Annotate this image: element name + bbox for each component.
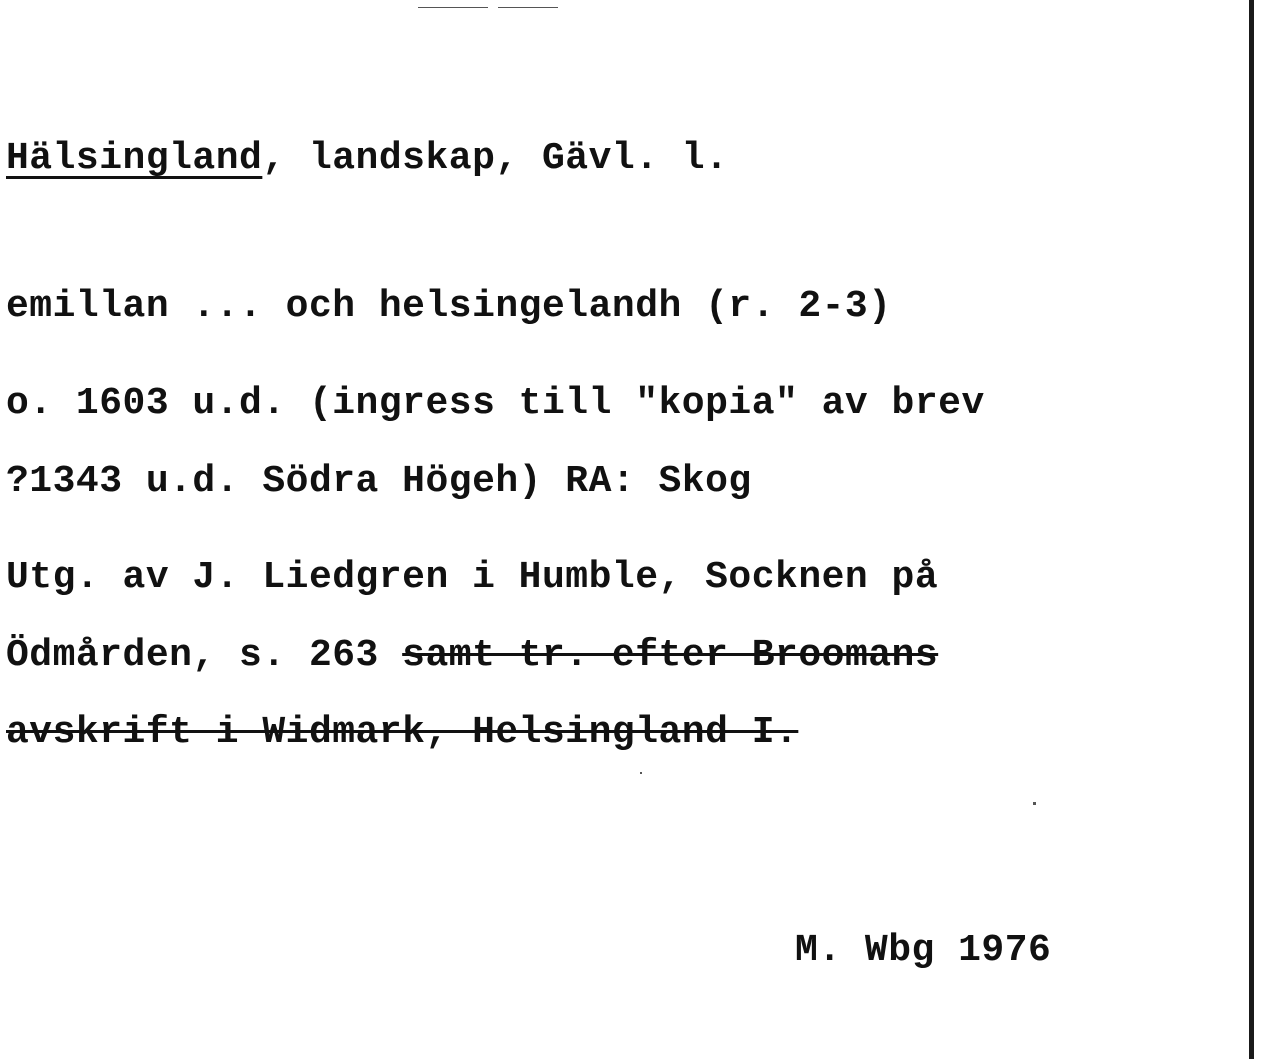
text-line-2: o. 1603 u.d. (ingress till "kopia" av brev [6, 382, 985, 425]
line-5-struck: samt tr. efter Broomans [402, 634, 939, 677]
line-5-plain: Ödmården, s. 263 [6, 634, 403, 677]
scan-speck [498, 7, 558, 8]
text-line-1: emillan ... och helsingelandh (r. 2-3) [6, 285, 892, 328]
line-6-struck: avskrift i Widmark, Helsingland I. [6, 711, 799, 754]
scan-speck [418, 7, 488, 8]
scan-speck [640, 772, 642, 774]
signature: M. Wbg 1976 [795, 929, 1052, 972]
text-line-6 [6, 711, 799, 754]
card-heading [6, 137, 729, 180]
heading-term: Hälsingland [6, 137, 263, 180]
text-line-4: Utg. av J. Liedgren i Humble, Socknen på [6, 556, 939, 599]
card-edge-border [1249, 0, 1254, 1059]
heading-rest: , landskap, Gävl. l. [262, 137, 729, 180]
text-line-5 [6, 634, 939, 677]
text-line-3: ?1343 u.d. Södra Högeh) RA: Skog [6, 460, 752, 503]
scan-speck [1033, 802, 1036, 805]
